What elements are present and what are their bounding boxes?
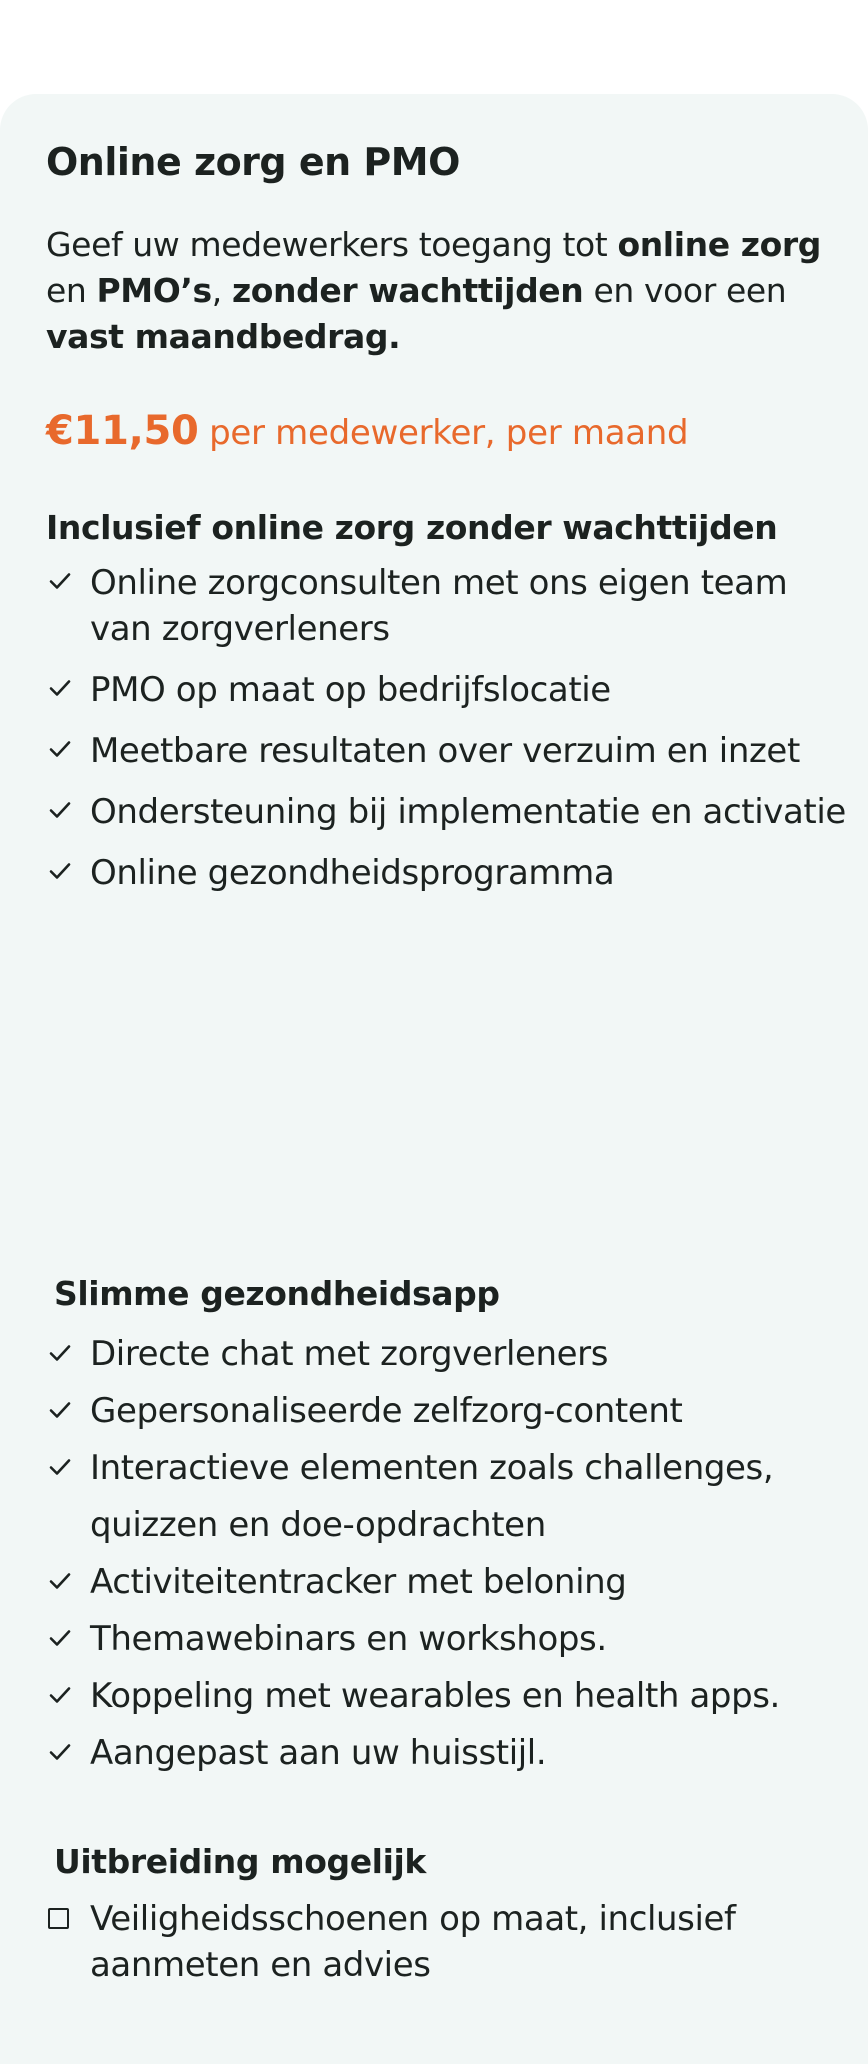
list-item — [46, 1611, 846, 1668]
intro-highlight-pmo: PMO’s — [96, 271, 212, 310]
list-item-text: Themawebinars en workshops. — [90, 1619, 607, 1659]
section-title-extension: Uitbreiding mogelijk — [54, 1842, 426, 1881]
list-item-text: Online zorgconsulten met ons eigen team van zorgverleners — [90, 563, 788, 649]
intro-highlight-fixed-fee: vast maandbedrag. — [46, 317, 401, 356]
list-item — [46, 728, 846, 774]
list-item-text: PMO op maat op bedrijfslocatie — [90, 670, 611, 710]
check-icon — [48, 1398, 72, 1422]
extension-option[interactable] — [46, 1896, 846, 1988]
check-icon — [48, 1455, 72, 1479]
section-title-highlight: online zorg — [211, 508, 415, 547]
checkbox-icon[interactable] — [48, 1908, 69, 1929]
intro-text-part: Geef uw medewerkers toegang tot — [46, 225, 618, 264]
check-icon — [48, 1626, 72, 1650]
list-item-text: Ondersteuning bij implementatie en activatie — [90, 792, 846, 832]
check-icon — [48, 1683, 72, 1707]
intro-text — [46, 222, 836, 360]
list-item-text: Directe chat met zorgverleners — [90, 1334, 609, 1374]
list-item — [46, 667, 846, 713]
list-item-text: Interactieve elementen zoals challenges, quizzen en doe-opdrachten — [90, 1448, 774, 1545]
feature-list-online-zorg — [46, 560, 846, 911]
intro-text-part: en voor een — [583, 271, 787, 310]
list-item — [46, 560, 846, 652]
price-unit: per medewerker, per maand — [198, 413, 689, 453]
check-icon — [48, 737, 72, 761]
section-title-part: Inclusief — [46, 508, 212, 547]
intro-highlight-online-zorg: online zorg — [617, 225, 821, 264]
list-item — [46, 1383, 846, 1440]
intro-highlight-no-wait: zonder wachttijden — [231, 271, 584, 310]
list-item — [46, 1725, 846, 1782]
intro-text-part: en — [46, 271, 97, 310]
check-icon — [48, 1341, 72, 1365]
list-item — [46, 789, 846, 835]
list-item — [46, 1440, 846, 1554]
list-item-text: Activiteitentracker met beloning — [90, 1562, 627, 1602]
check-icon — [48, 1740, 72, 1764]
list-item-text: Gepersonaliseerde zelfzorg-content — [90, 1391, 683, 1431]
list-item — [46, 1554, 846, 1611]
feature-list-app — [46, 1326, 846, 1782]
section-title-online-zorg — [46, 508, 777, 547]
list-item-text: Veiligheidsschoenen op maat, inclusief aanmeten en advies — [90, 1899, 736, 1985]
price — [46, 406, 688, 458]
list-item-text: Aangepast aan uw huisstijl. — [90, 1733, 547, 1773]
card-title: Online zorg en PMO — [46, 140, 460, 184]
check-icon — [48, 676, 72, 700]
list-item — [46, 1326, 846, 1383]
intro-text-part: , — [211, 271, 232, 310]
check-icon — [48, 859, 72, 883]
list-item-text: Meetbare resultaten over verzuim en inzet — [90, 731, 800, 771]
extension-list — [46, 1896, 846, 1988]
section-title-part: zonder wachttijden — [414, 508, 778, 547]
list-item — [46, 850, 846, 896]
check-icon — [48, 1569, 72, 1593]
check-icon — [48, 798, 72, 822]
list-item-text: Online gezondheidsprogramma — [90, 853, 615, 893]
list-item-text: Koppeling met wearables en health apps. — [90, 1676, 780, 1716]
price-amount: €11,50 — [46, 408, 199, 454]
check-icon — [48, 569, 72, 593]
section-title-app: Slimme gezondheidsapp — [54, 1274, 500, 1313]
list-item — [46, 1668, 846, 1725]
